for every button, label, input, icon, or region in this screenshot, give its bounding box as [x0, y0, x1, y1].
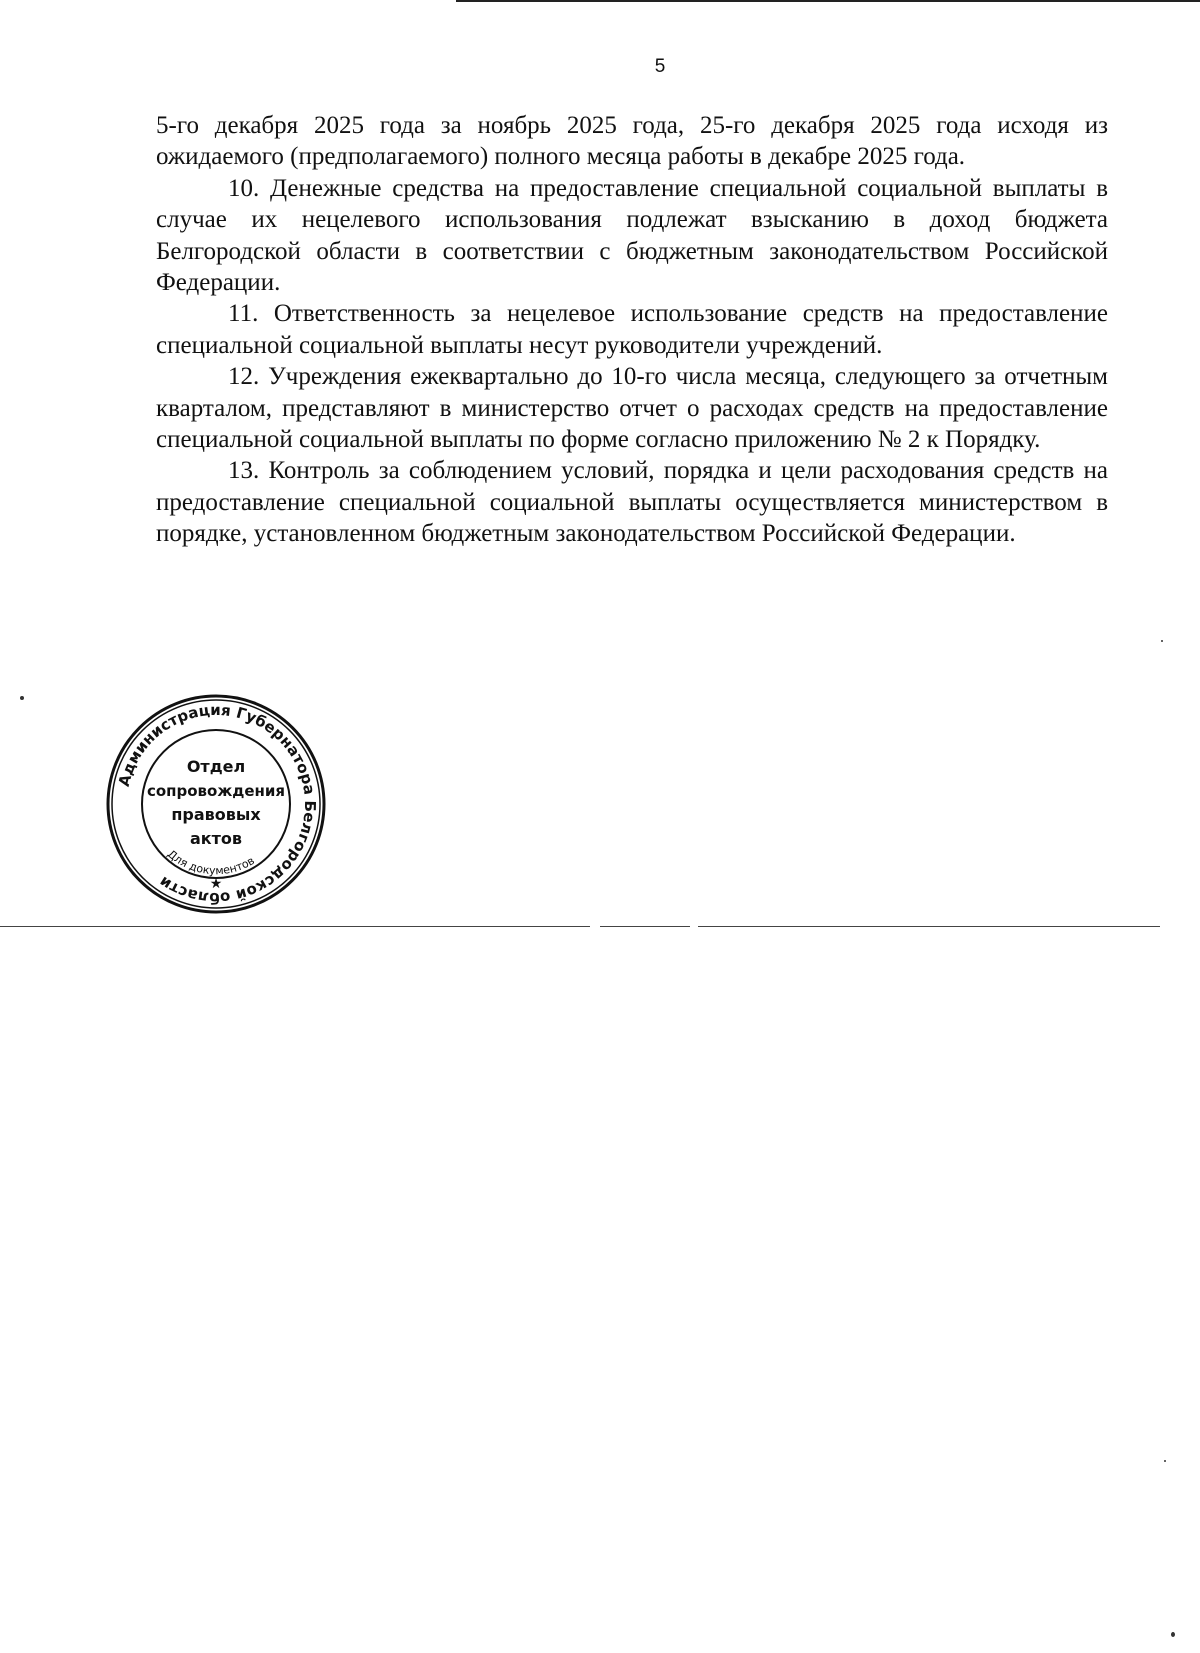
divider-gap	[590, 925, 600, 928]
official-stamp	[104, 692, 328, 916]
divider-gap	[690, 925, 698, 928]
stamp-line-4: актов	[189, 829, 243, 848]
paragraph-12: 12. Учреждения ежеквартально до 10-го числа месяца, следующего за отчетным кварталом, представляют в министерство отчет о расходах средств на предоставление специальной социальной выплаты по форме согласно приложению № 2 к Порядку.	[156, 363, 1108, 454]
scan-speck	[1171, 1632, 1175, 1637]
paragraph-13: 13. Контроль за соблюдением условий, порядка и цели расходования средств на предоставление специальной социальной выплаты осуществляется министерством в порядке, установленном бюджетным законодательством Российской Федерации.	[156, 457, 1108, 548]
stamp-bottom-text: Для документов	[164, 847, 257, 878]
stamp-line-3: правовых	[171, 805, 261, 824]
page-number: 5	[654, 56, 666, 77]
paragraph-continuation: 5-го декабря 2025 года за ноябрь 2025 года, 25-го декабря 2025 года исходя из ожидаемого (предполагаемого) полного месяца работы в декабре 2025 года.	[156, 112, 1108, 171]
scan-speck	[20, 696, 24, 700]
document-body	[156, 110, 1108, 550]
bottom-divider-line	[0, 926, 1160, 927]
scan-speck	[1161, 640, 1163, 642]
scan-speck	[1164, 1460, 1166, 1462]
stamp-star-icon: ★	[209, 877, 223, 892]
top-border-line	[456, 0, 1200, 2]
stamp-ring-text: Администрация Губернатора Белгородской области	[114, 700, 320, 908]
stamp-line-1: Отдел	[186, 757, 246, 776]
stamp-line-2: сопровождения	[146, 782, 286, 800]
paragraph-11: 11. Ответственность за нецелевое использование средств на предоставление специальной социальной выплаты несут руководители учреждений.	[156, 300, 1108, 359]
paragraph-10: 10. Денежные средства на предоставление специальной социальной выплаты в случае их нецелевого использования подлежат взысканию в доход бюджета Белгородской области в соответствии с бюджетным законодательством Российской Федерации.	[156, 174, 1108, 297]
